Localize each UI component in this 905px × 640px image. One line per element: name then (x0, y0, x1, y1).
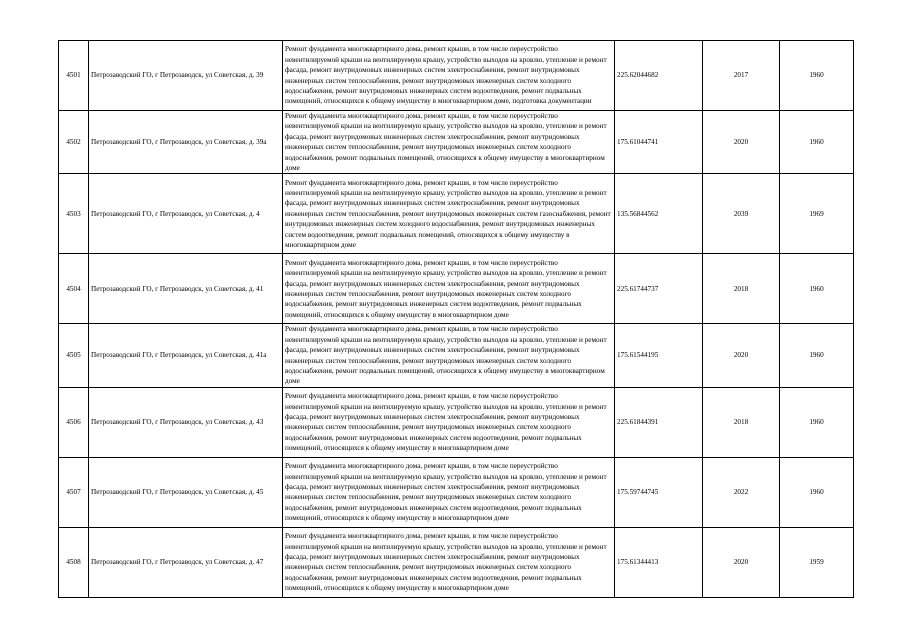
repair-works: Ремонт фундамента многоквартирного дома, ремонт крыши, в том числе переустройство невентилируемой крыши на вентилируемую крышу, устройство выходов на кровлю, утепление и ремонт фасада, ремонт внутридомовых инженерных систем электроснабжения, ремонт внутридомовых инженерных систем теплоснабжения, ремонт внутридомовых инженерных систем холодного водоснабжения, ремонт внутридомовых инженерных систем водоотведения, ремонт подвальных помещений, относящихся к общему имуществу в многоквартирном доме (283, 527, 615, 597)
row-number: 4502 (59, 111, 89, 174)
repair-works: Ремонт фундамента многоквартирного дома, ремонт крыши, в том числе переустройство невентилируемой крыши на вентилируемую крышу, устройство выходов на кровлю, утепление и ремонт фасада, ремонт внутридомовых инженерных систем электроснабжения, ремонт внутридомовых инженерных систем теплоснабжения, ремонт внутридомовых инженерных систем холодного водоснабжения, ремонт внутридомовых инженерных систем водоотведения, ремонт подвальных помещений, относящихся к общему имуществу в многоквартирном доме, подготовка документации (283, 41, 615, 111)
row-number: 4503 (59, 174, 89, 254)
building-address: Петрозаводский ГО, г Петрозаводск, ул Советская, д. 45 (89, 457, 283, 527)
construction-year: 1960 (780, 41, 854, 111)
planned-year: 2018 (703, 254, 780, 324)
construction-year: 1960 (780, 387, 854, 457)
planned-year: 2039 (703, 174, 780, 254)
construction-year: 1969 (780, 174, 854, 254)
row-number: 4508 (59, 527, 89, 597)
building-address: Петрозаводский ГО, г Петрозаводск, ул Советская, д. 41 (89, 254, 283, 324)
repair-cost: 175.59744745 (615, 457, 703, 527)
repair-works: Ремонт фундамента многоквартирного дома, ремонт крыши, в том числе переустройство невентилируемой крыши на вентилируемую крышу, устройство выходов на кровлю, утепление и ремонт фасада, ремонт внутридомовых инженерных систем электроснабжения, ремонт внутридомовых инженерных систем теплоснабжения, ремонт внутридомовых инженерных систем газоснабжения, ремонт внутридомовых инженерных систем холодного водоснабжения, ремонт внутридомовых инженерных систем водоотведения, ремонт подвальных помещений, относящихся к общему имуществу в многоквартирном доме (283, 174, 615, 254)
table-row (59, 174, 854, 254)
construction-year: 1960 (780, 457, 854, 527)
table-row (59, 387, 854, 457)
repair-works: Ремонт фундамента многоквартирного дома, ремонт крыши, в том числе переустройство невентилируемой крыши на вентилируемую крышу, устройство выходов на кровлю, утепление и ремонт фасада, ремонт внутридомовых инженерных систем электроснабжения, ремонт внутридомовых инженерных систем теплоснабжения, ремонт внутридомовых инженерных систем холодного водоснабжения, ремонт подвальных помещений, относящихся к общему имуществу в многоквартирном доме (283, 324, 615, 387)
planned-year: 2020 (703, 111, 780, 174)
table-row (59, 527, 854, 597)
repair-works: Ремонт фундамента многоквартирного дома, ремонт крыши, в том числе переустройство невентилируемой крыши на вентилируемую крышу, устройство выходов на кровлю, утепление и ремонт фасада, ремонт внутридомовых инженерных систем электроснабжения, ремонт внутридомовых инженерных систем теплоснабжения, ремонт внутридомовых инженерных систем холодного водоснабжения, ремонт внутридомовых инженерных систем водоотведения, ремонт подвальных помещений, относящихся к общему имуществу в многоквартирном доме (283, 457, 615, 527)
construction-year: 1959 (780, 527, 854, 597)
repair-works: Ремонт фундамента многоквартирного дома, ремонт крыши, в том числе переустройство невентилируемой крыши на вентилируемую крышу, устройство выходов на кровлю, утепление и ремонт фасада, ремонт внутридомовых инженерных систем электроснабжения, ремонт внутридомовых инженерных систем теплоснабжения, ремонт внутридомовых инженерных систем холодного водоснабжения, ремонт внутридомовых инженерных систем водоотведения, ремонт подвальных помещений, относящихся к общему имуществу в многоквартирном доме (283, 254, 615, 324)
planned-year: 2020 (703, 324, 780, 387)
building-address: Петрозаводский ГО, г Петрозаводск, ул Советская, д. 4 (89, 174, 283, 254)
capital-repair-table (58, 40, 854, 598)
table-row (59, 41, 854, 111)
repair-cost: 225.62044682 (615, 41, 703, 111)
row-number: 4501 (59, 41, 89, 111)
planned-year: 2017 (703, 41, 780, 111)
table-row (59, 457, 854, 527)
building-address: Петрозаводский ГО, г Петрозаводск, ул Советская, д. 41а (89, 324, 283, 387)
repair-works: Ремонт фундамента многоквартирного дома, ремонт крыши, в том числе переустройство невентилируемой крыши на вентилируемую крышу, устройство выходов на кровлю, утепление и ремонт фасада, ремонт внутридомовых инженерных систем электроснабжения, ремонт внутридомовых инженерных систем теплоснабжения, ремонт внутридомовых инженерных систем холодного водоснабжения, ремонт внутридомовых инженерных систем водоотведения, ремонт подвальных помещений, относящихся к общему имуществу в многоквартирном доме (283, 387, 615, 457)
row-number: 4507 (59, 457, 89, 527)
repair-cost: 225.61844391 (615, 387, 703, 457)
construction-year: 1960 (780, 111, 854, 174)
building-address: Петрозаводский ГО, г Петрозаводск, ул Советская, д. 39 (89, 41, 283, 111)
table-row (59, 111, 854, 174)
planned-year: 2020 (703, 527, 780, 597)
repair-works: Ремонт фундамента многоквартирного дома, ремонт крыши, в том числе переустройство невентилируемой крыши на вентилируемую крышу, устройство выходов на кровлю, утепление и ремонт фасада, ремонт внутридомовых инженерных систем электроснабжения, ремонт внутридомовых инженерных систем теплоснабжения, ремонт внутридомовых инженерных систем холодного водоснабжения, ремонт подвальных помещений, относящихся к общему имуществу в многоквартирном доме (283, 111, 615, 174)
table-row (59, 324, 854, 387)
building-address: Петрозаводский ГО, г Петрозаводск, ул Советская, д. 43 (89, 387, 283, 457)
construction-year: 1960 (780, 324, 854, 387)
repair-cost: 225.61744737 (615, 254, 703, 324)
repair-cost: 175.61544195 (615, 324, 703, 387)
row-number: 4504 (59, 254, 89, 324)
row-number: 4505 (59, 324, 89, 387)
repair-cost: 175.61344413 (615, 527, 703, 597)
construction-year: 1960 (780, 254, 854, 324)
building-address: Петрозаводский ГО, г Петрозаводск, ул Советская, д. 39а (89, 111, 283, 174)
row-number: 4506 (59, 387, 89, 457)
planned-year: 2018 (703, 387, 780, 457)
repair-cost: 135.56844562 (615, 174, 703, 254)
table-row (59, 254, 854, 324)
repair-cost: 175.61044741 (615, 111, 703, 174)
building-address: Петрозаводский ГО, г Петрозаводск, ул Советская, д. 47 (89, 527, 283, 597)
planned-year: 2022 (703, 457, 780, 527)
